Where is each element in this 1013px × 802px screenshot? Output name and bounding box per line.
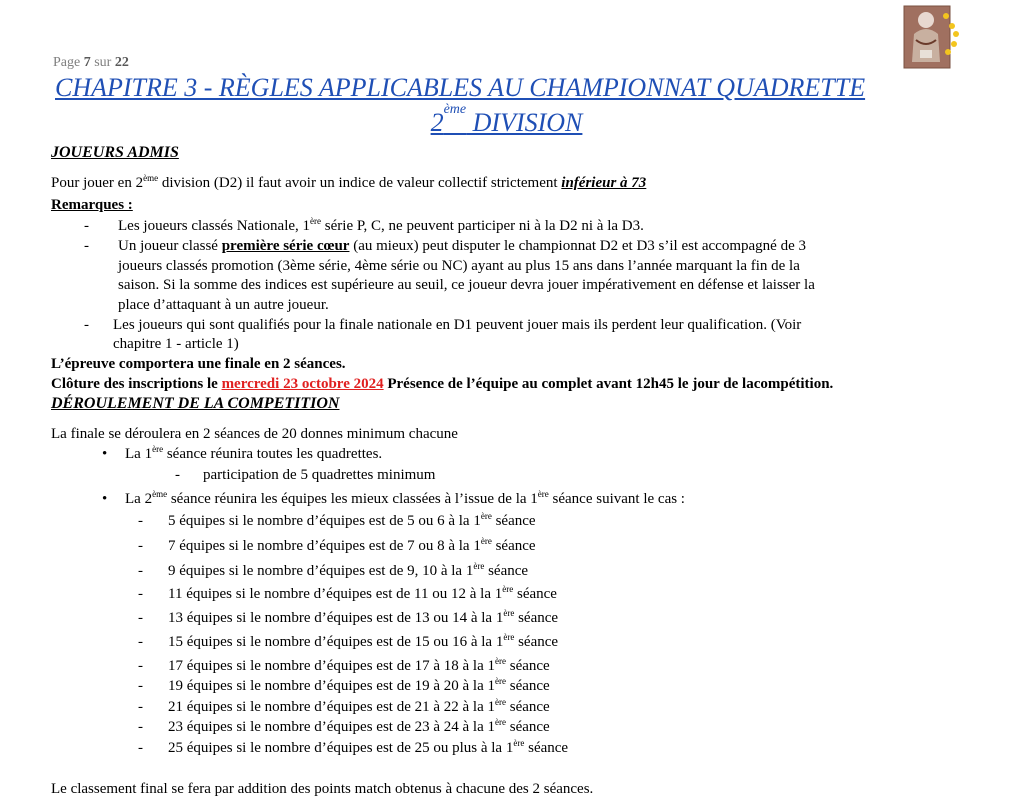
remark-item: Un joueur classé première série cœur (au mieux) peut disputer le championnat D2 et D3 s’il est accompagné de 3 [118, 238, 806, 254]
remark-item-cont: place d’attaquant à un autre joueur. [118, 297, 329, 313]
dash-icon: - [84, 238, 89, 254]
dash-icon: - [138, 678, 143, 694]
case-item: 25 équipes si le nombre d’équipes est de 25 ou plus à la 1ère séance [168, 738, 569, 756]
case-item: 11 équipes si le nombre d’équipes est de 11 ou 12 à la 1ère séance [168, 584, 557, 602]
case-item: 21 équipes si le nombre d’équipes est de 21 à 22 à la 1ère séance [168, 697, 550, 715]
chapter-title: CHAPITRE 3 - RÈGLES APPLICABLES AU CHAMPIONNAT QUADRETTE [55, 73, 866, 102]
remark-item-cont: saison. Si la somme des indices est supérieure au seuil, ce joueur devra jouer impérativement en défense et laisser la [118, 277, 815, 293]
dash-icon: - [138, 634, 143, 650]
dash-icon: - [84, 218, 89, 234]
chapter-subtitle: 2ème DIVISION [430, 102, 583, 137]
remark-item-cont: chapitre 1 - article 1) [113, 336, 239, 352]
remark-item: Les joueurs qui sont qualifiés pour la finale nationale en D1 peuvent jouer mais ils perdent leur qualification. (Voir [113, 317, 802, 333]
dash-icon: - [138, 699, 143, 715]
epreuve-text: L’épreuve comportera une finale en 2 séances. [51, 356, 346, 372]
case-item: 9 équipes si le nombre d’équipes est de 9, 10 à la 1ère séance [168, 561, 529, 579]
bullet-icon: • [102, 491, 108, 507]
section-heading-joueurs: JOUEURS ADMIS [51, 144, 179, 161]
section-heading-deroulement: DÉROULEMENT DE LA COMPETITION [51, 395, 340, 412]
final-text: Le classement final se fera par addition des points match obtenus à chacune des 2 séances. [51, 781, 594, 797]
case-item: 17 équipes si le nombre d’équipes est de 17 à 18 à la 1ère séance [168, 656, 550, 674]
intro-text: Pour jouer en 2ème division (D2) il faut avoir un indice de valeur collectif strictement inférieur à 73 [51, 173, 647, 191]
dash-icon: - [138, 538, 143, 554]
cloture-text: Clôture des inscriptions le mercredi 23 octobre 2024 Présence de l’équipe au complet avant 12h45 le jour de lacompétition. [51, 376, 834, 392]
dash-icon: - [138, 563, 143, 579]
case-item: 5 équipes si le nombre d’équipes est de 5 ou 6 à la 1ère séance [168, 511, 536, 529]
deroulement-intro: La finale se déroulera en 2 séances de 20 donnes minimum chacune [51, 426, 458, 442]
case-item: 19 équipes si le nombre d’équipes est de 19 à 20 à la 1ère séance [168, 676, 550, 694]
case-item: 7 équipes si le nombre d’équipes est de 7 ou 8 à la 1ère séance [168, 536, 536, 554]
remark-item-cont: joueurs classés promotion (3ème série, 4ème série ou NC) ayant au plus 15 ans dans l’année marquant la fin de la [118, 258, 800, 274]
case-item: 13 équipes si le nombre d’équipes est de 13 ou 14 à la 1ère séance [168, 608, 559, 626]
dash-icon: - [138, 719, 143, 735]
seance1-text: La 1ère séance réunira toutes les quadrettes. [125, 444, 383, 462]
dash-icon: - [84, 317, 89, 333]
remarques-heading: Remarques : [51, 197, 133, 213]
dash-icon: - [138, 610, 143, 626]
dash-icon: - [175, 467, 180, 483]
seance1-sub: participation de 5 quadrettes minimum [203, 467, 436, 483]
bullet-icon: • [102, 446, 108, 462]
federation-logo-icon [902, 4, 962, 70]
case-item: 15 équipes si le nombre d’équipes est de 15 ou 16 à la 1ère séance [168, 632, 559, 650]
dash-icon: - [138, 740, 143, 756]
dash-icon: - [138, 513, 143, 529]
case-item: 23 équipes si le nombre d’équipes est de 23 à 24 à la 1ère séance [168, 717, 550, 735]
dash-icon: - [138, 586, 143, 602]
seance2-text: La 2ème séance réunira les équipes les mieux classées à l’issue de la 1ère séance suivant le cas : [125, 489, 685, 507]
remark-item: Les joueurs classés Nationale, 1ère série P, C, ne peuvent participer ni à la D2 ni à la D3. [118, 216, 644, 234]
dash-icon: - [138, 658, 143, 674]
page-number: Page 7 sur 22 [53, 55, 129, 70]
